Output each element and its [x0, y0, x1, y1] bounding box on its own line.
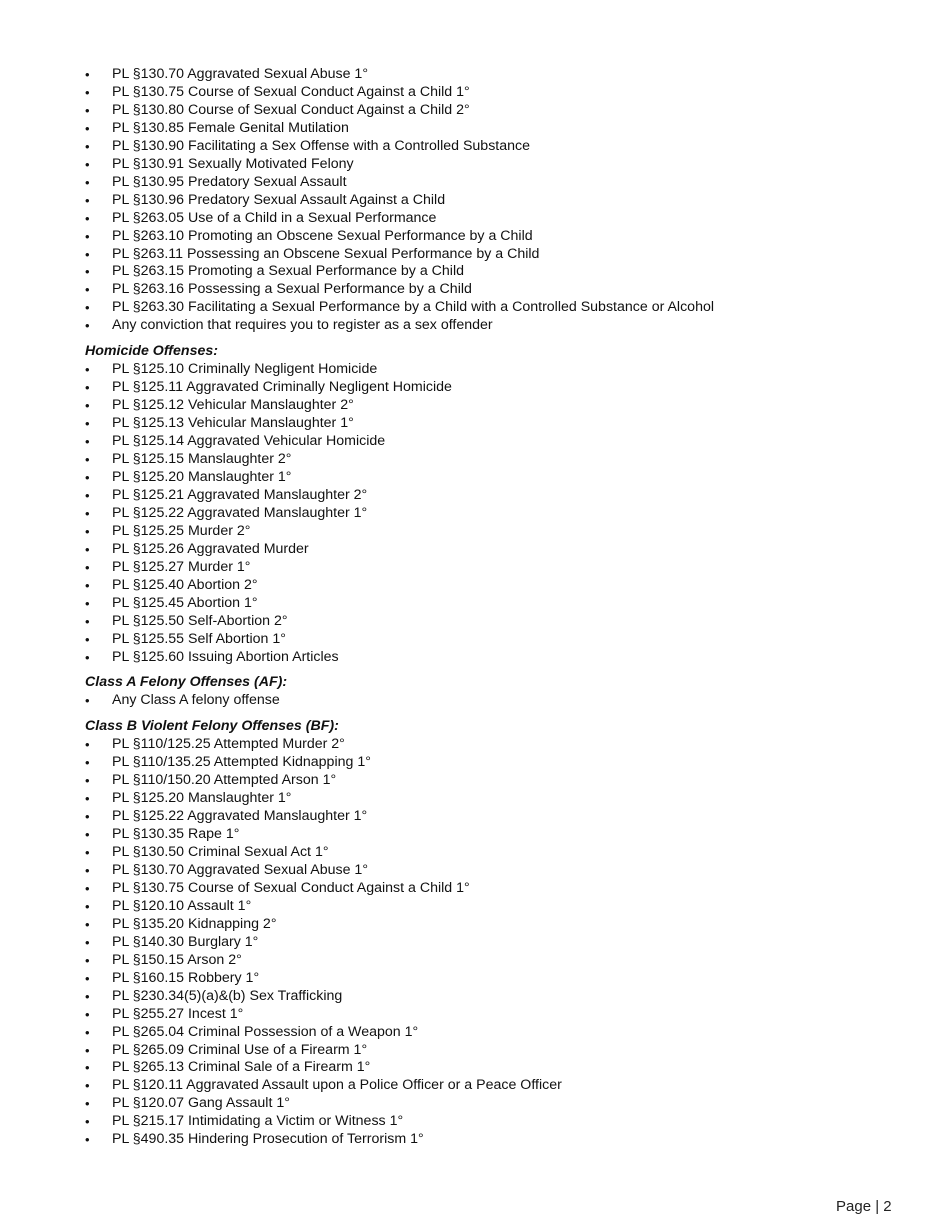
list-item: • PL §255.27 Incest 1°	[85, 1006, 905, 1024]
list-item: • PL §125.55 Self Abortion 1°	[85, 631, 905, 649]
list-item: • PL §125.11 Aggravated Criminally Negligent Homicide	[85, 379, 905, 397]
list-item: • PL §125.40 Abortion 2°	[85, 577, 905, 595]
list-item: • PL §265.13 Criminal Sale of a Firearm 1°	[85, 1059, 905, 1077]
list-item: • PL §135.20 Kidnapping 2°	[85, 916, 905, 934]
list-item: • PL §140.30 Burglary 1°	[85, 934, 905, 952]
offense-list	[85, 361, 905, 666]
offense-list	[85, 66, 905, 335]
list-item: • PL §130.80 Course of Sexual Conduct Against a Child 2°	[85, 102, 905, 120]
list-item: • PL §160.15 Robbery 1°	[85, 970, 905, 988]
list-item: • PL §265.09 Criminal Use of a Firearm 1°	[85, 1042, 905, 1060]
list-item: • PL §110/125.25 Attempted Murder 2°	[85, 736, 905, 754]
list-item: • Any conviction that requires you to register as a sex offender	[85, 317, 905, 335]
list-item: • PL §130.70 Aggravated Sexual Abuse 1°	[85, 862, 905, 880]
list-item: • PL §125.60 Issuing Abortion Articles	[85, 649, 905, 667]
list-item: • PL §265.04 Criminal Possession of a Weapon 1°	[85, 1024, 905, 1042]
list-item: • PL §125.21 Aggravated Manslaughter 2°	[85, 487, 905, 505]
list-item: • PL §125.22 Aggravated Manslaughter 1°	[85, 505, 905, 523]
list-item: • PL §125.45 Abortion 1°	[85, 595, 905, 613]
list-item: • PL §263.30 Facilitating a Sexual Performance by a Child with a Controlled Substance or Alcohol	[85, 299, 905, 317]
section-heading: Class A Felony Offenses (AF):	[85, 674, 288, 691]
list-item: • PL §125.13 Vehicular Manslaughter 1°	[85, 415, 905, 433]
section-heading: Class B Violent Felony Offenses (BF):	[85, 718, 339, 735]
list-item: • PL §120.10 Assault 1°	[85, 898, 905, 916]
list-item: • PL §215.17 Intimidating a Victim or Witness 1°	[85, 1113, 905, 1131]
list-item: • PL §263.11 Possessing an Obscene Sexual Performance by a Child	[85, 246, 905, 264]
list-item: • PL §125.50 Self-Abortion 2°	[85, 613, 905, 631]
list-item: • PL §125.15 Manslaughter 2°	[85, 451, 905, 469]
list-item: • PL §110/150.20 Attempted Arson 1°	[85, 772, 905, 790]
list-item: • PL §263.16 Possessing a Sexual Performance by a Child	[85, 281, 905, 299]
list-item: • PL §150.15 Arson 2°	[85, 952, 905, 970]
list-item: • Any Class A felony offense	[85, 692, 905, 710]
list-item: • PL §130.50 Criminal Sexual Act 1°	[85, 844, 905, 862]
list-item: • PL §130.91 Sexually Motivated Felony	[85, 156, 905, 174]
list-item: • PL §130.90 Facilitating a Sex Offense with a Controlled Substance	[85, 138, 905, 156]
list-item: • PL §130.75 Course of Sexual Conduct Against a Child 1°	[85, 84, 905, 102]
list-item: • PL §125.10 Criminally Negligent Homicide	[85, 361, 905, 379]
list-item: • PL §120.07 Gang Assault 1°	[85, 1095, 905, 1113]
offense-list	[85, 692, 905, 710]
list-item: • PL §120.11 Aggravated Assault upon a Police Officer or a Peace Officer	[85, 1077, 905, 1095]
offense-list	[85, 736, 905, 1149]
page-number: Page | 2	[836, 1198, 892, 1215]
section-heading: Homicide Offenses:	[85, 343, 218, 360]
list-item: • PL §130.95 Predatory Sexual Assault	[85, 174, 905, 192]
list-item: • PL §125.25 Murder 2°	[85, 523, 905, 541]
list-item: • PL §263.05 Use of a Child in a Sexual Performance	[85, 210, 905, 228]
list-item: • PL §130.35 Rape 1°	[85, 826, 905, 844]
list-item: • PL §230.34(5)(a)&(b) Sex Trafficking	[85, 988, 905, 1006]
list-item: • PL §130.85 Female Genital Mutilation	[85, 120, 905, 138]
list-item: • PL §125.20 Manslaughter 1°	[85, 469, 905, 487]
list-item: • PL §130.75 Course of Sexual Conduct Against a Child 1°	[85, 880, 905, 898]
list-item: • PL §125.20 Manslaughter 1°	[85, 790, 905, 808]
list-item: • PL §125.26 Aggravated Murder	[85, 541, 905, 559]
list-item: • PL §125.27 Murder 1°	[85, 559, 905, 577]
list-item: • PL §263.10 Promoting an Obscene Sexual Performance by a Child	[85, 228, 905, 246]
list-item: • PL §130.96 Predatory Sexual Assault Against a Child	[85, 192, 905, 210]
list-item: • PL §110/135.25 Attempted Kidnapping 1°	[85, 754, 905, 772]
document-body	[85, 66, 905, 1149]
list-item: • PL §125.22 Aggravated Manslaughter 1°	[85, 808, 905, 826]
list-item: • PL §130.70 Aggravated Sexual Abuse 1°	[85, 66, 905, 84]
list-item: • PL §125.14 Aggravated Vehicular Homicide	[85, 433, 905, 451]
list-item: • PL §263.15 Promoting a Sexual Performance by a Child	[85, 263, 905, 281]
list-item: • PL §125.12 Vehicular Manslaughter 2°	[85, 397, 905, 415]
list-item: • PL §490.35 Hindering Prosecution of Terrorism 1°	[85, 1131, 905, 1149]
